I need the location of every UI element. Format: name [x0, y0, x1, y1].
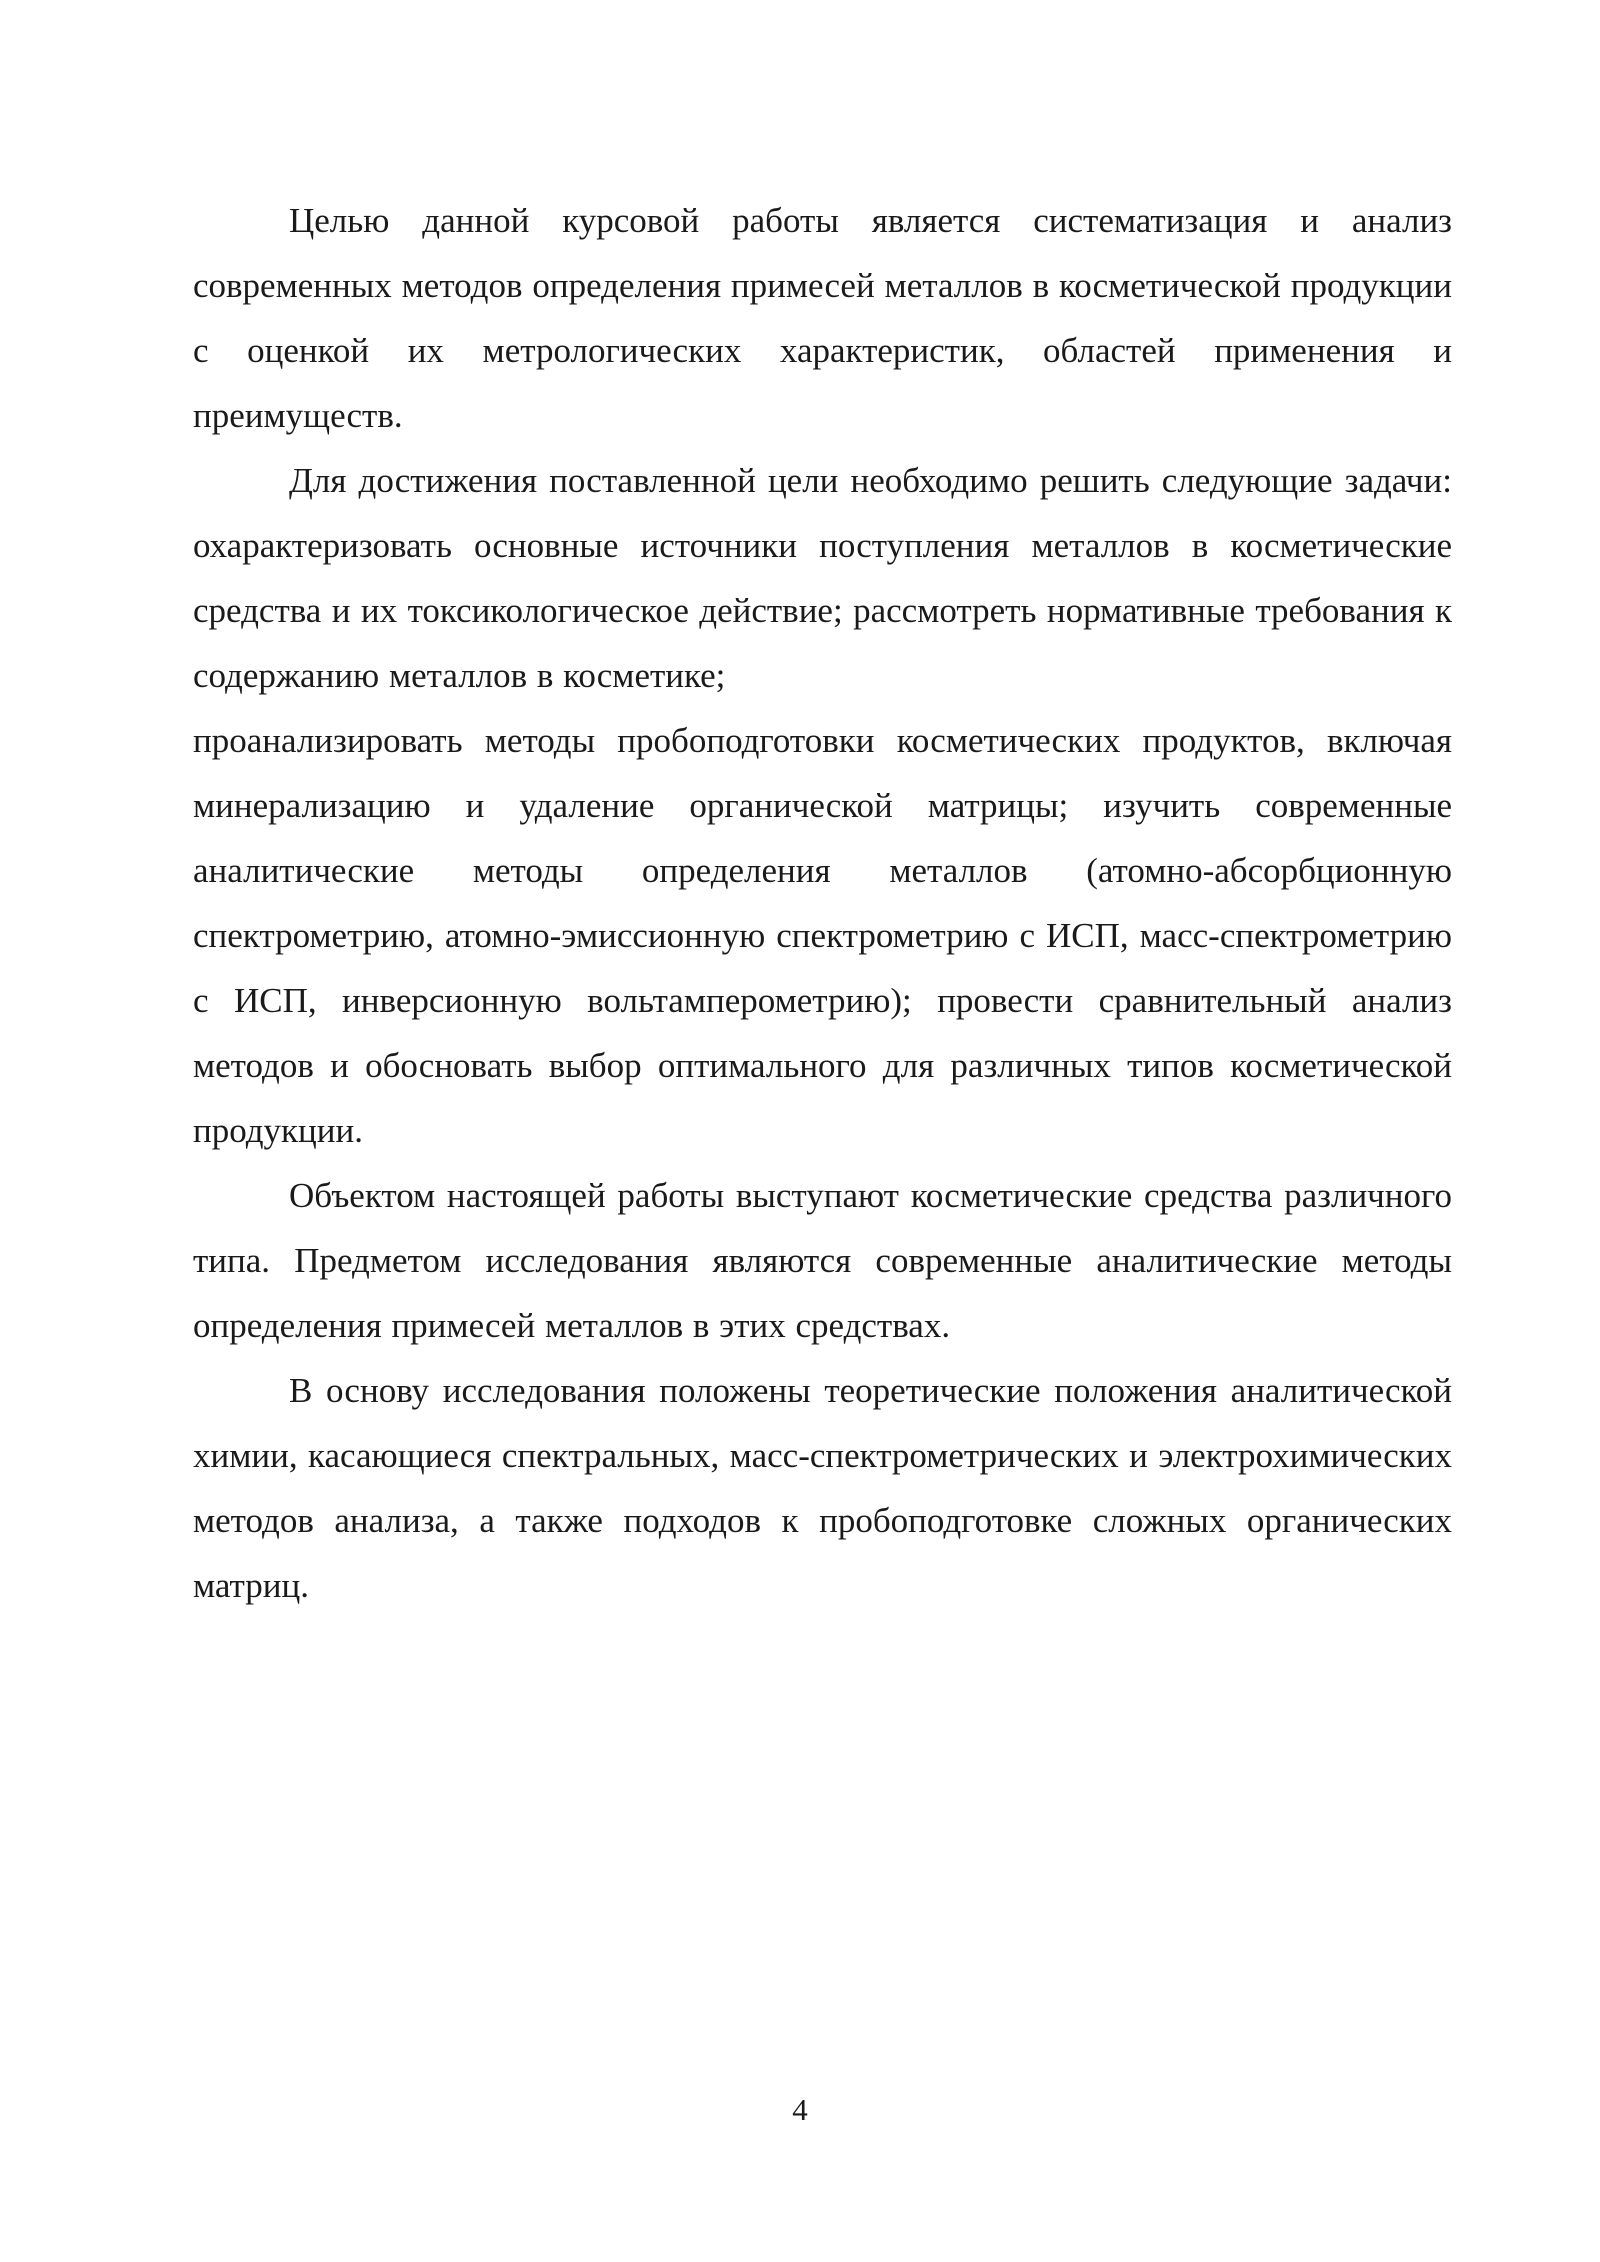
paragraph-object-subject: Объектом настоящей работы выступают косметические средства различного типа. Предметом исследования являются современные аналитические методы определения примесей металлов в этих средствах. — [193, 1176, 1452, 1345]
paragraph-goal: Целью данной курсовой работы является систематизация и анализ современных методов определения примесей металлов в косметической продукции с оценкой их метрологических характеристик, областей применения и преимуществ. — [193, 201, 1452, 435]
paragraph-tasks-continued: проанализировать методы пробоподготовки косметических продуктов, включая минерализацию и удаление органической матрицы; изучить современные аналитические методы определения металлов (атомно-абсорбционную спектрометрию, атомно-эмиссионную спектрометрию с ИСП, масс-спектрометрию с ИСП, инверсионную вольтамперометрию); провести сравнительный анализ методов и обосновать выбор оптимального для различных типов косметической продукции. — [193, 721, 1452, 1150]
paragraph-theoretical-basis: В основу исследования положены теоретические положения аналитической химии, касающиеся спектральных, масс-спектрометрических и электрохимических методов анализа, а также подходов к пробоподготовке сложных органических матриц. — [193, 1371, 1452, 1605]
page-number: 4 — [792, 2092, 808, 2127]
body-text — [193, 188, 1452, 1618]
paragraph-tasks: Для достижения поставленной цели необходимо решить следующие задачи: охарактеризовать основные источники поступления металлов в косметические средства и их токсикологическое действие; рассмотреть нормативные требования к содержанию металлов в косметике; — [193, 461, 1452, 695]
